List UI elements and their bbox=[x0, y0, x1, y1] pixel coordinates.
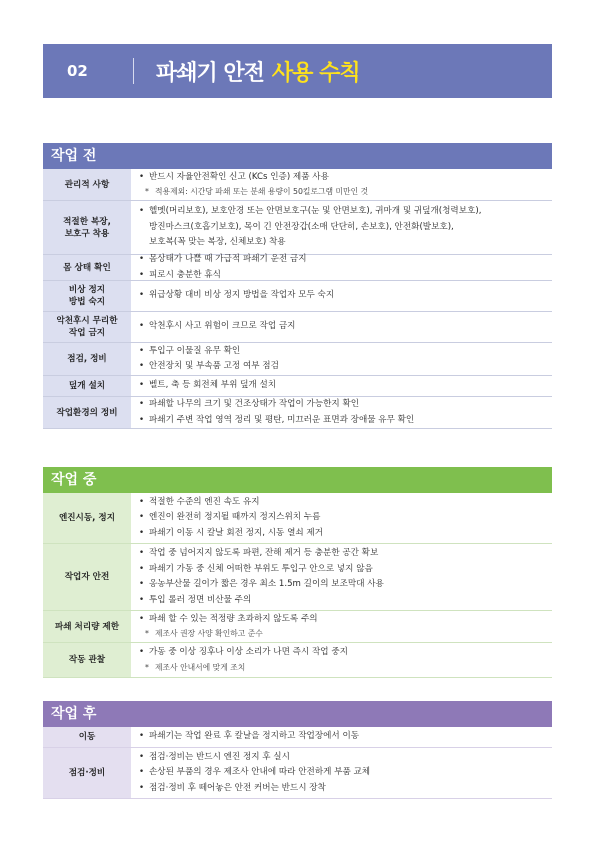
footnote-text: 적용제외: 시간당 파쇄 또는 분쇄 용량이 50킬로그램 미만인 것 bbox=[155, 187, 369, 197]
asterisk-icon: * bbox=[145, 662, 149, 672]
bullet-icon: • bbox=[139, 290, 145, 301]
bullet-item bbox=[139, 378, 552, 394]
bullet-item bbox=[139, 359, 552, 375]
row-content bbox=[131, 493, 552, 543]
footnote-text: 제조사 안내서에 맞게 조치 bbox=[155, 662, 246, 672]
bullet-icon: • bbox=[139, 254, 145, 264]
row-label: 덮개 설치 bbox=[43, 376, 131, 396]
table-row bbox=[43, 748, 552, 799]
bullet-text: 파쇄기 이동 시 칼날 회전 정지, 시동 열쇠 제거 bbox=[149, 527, 324, 538]
bullet-icon: • bbox=[139, 171, 145, 182]
bullet-item bbox=[139, 750, 552, 766]
table-row bbox=[43, 169, 552, 201]
bullet-item bbox=[139, 397, 552, 413]
asterisk-icon: * bbox=[145, 629, 149, 639]
bullet-text: 파쇄기는 작업 완료 후 칼날을 정지하고 작업장에서 이동 bbox=[149, 731, 360, 742]
bullet-text: 파쇄 할 수 있는 적정량 초과하지 않도록 주의 bbox=[149, 613, 318, 624]
bullet-text: 안전장치 및 부속품 고정 여부 점검 bbox=[149, 361, 279, 371]
table-row bbox=[43, 255, 552, 281]
banner-title-highlight: 사용 수칙 bbox=[271, 60, 360, 86]
bullet-text: 벨트, 축 등 회전체 부위 덮개 설치 bbox=[149, 380, 277, 391]
banner-divider bbox=[133, 58, 134, 84]
bullet-text: 악천후시 사고 위험이 크므로 작업 금지 bbox=[149, 321, 296, 332]
chapter-number: 02 bbox=[67, 62, 88, 80]
row-content bbox=[131, 169, 552, 200]
bullet-item bbox=[139, 546, 552, 562]
table-row bbox=[43, 727, 552, 748]
bullet-icon: • bbox=[139, 380, 145, 391]
footnote-text: 제조사 권장 사양 확인하고 준수 bbox=[155, 629, 263, 639]
bullet-text: 몸상태가 나쁠 때 가급적 파쇄기 운전 금지 bbox=[149, 254, 307, 264]
bullet-icon: • bbox=[139, 563, 145, 574]
row-label: 적절한 복장, 보호구 착용 bbox=[43, 201, 131, 254]
footnote-item bbox=[139, 627, 552, 641]
bullet-item bbox=[139, 268, 552, 284]
bullet-icon: • bbox=[139, 613, 145, 624]
section-after-work bbox=[43, 701, 552, 799]
table-row bbox=[43, 343, 552, 376]
bullet-icon: • bbox=[139, 594, 145, 605]
bullet-item bbox=[139, 495, 552, 511]
table-row bbox=[43, 312, 552, 343]
row-label: 엔진시동, 정지 bbox=[43, 493, 131, 543]
table-row bbox=[43, 544, 552, 611]
row-content bbox=[131, 376, 552, 396]
bullet-item bbox=[139, 562, 552, 578]
bullet-icon: • bbox=[139, 579, 145, 589]
row-label: 이동 bbox=[43, 727, 131, 747]
bullet-icon: • bbox=[139, 269, 145, 280]
row-label: 관리적 사항 bbox=[43, 169, 131, 200]
bullet-text: 손상된 부품의 경우 제조사 안내에 따라 안전하게 부품 교체 bbox=[149, 767, 371, 778]
bullet-icon: • bbox=[139, 496, 145, 507]
bullet-text: 위급상황 대비 비상 정지 방법을 작업자 모두 숙지 bbox=[149, 290, 335, 301]
bullet-icon: • bbox=[139, 345, 145, 356]
section-during-work bbox=[43, 467, 552, 678]
row-content bbox=[131, 611, 552, 642]
bullet-text: 엔진이 완전히 정지될 때까지 정지스위치 누름 bbox=[149, 512, 321, 523]
bullet-text: 파쇄할 나무의 크기 및 건조상태가 작업이 가능한지 확인 bbox=[149, 399, 360, 409]
table-row bbox=[43, 201, 552, 255]
bullet-icon: • bbox=[139, 321, 145, 332]
bullet-icon: • bbox=[139, 548, 145, 558]
section-before-work bbox=[43, 143, 552, 429]
bullet-icon: • bbox=[139, 527, 145, 538]
bullet-item bbox=[139, 252, 552, 268]
row-content bbox=[131, 281, 552, 311]
table-row bbox=[43, 376, 552, 397]
bullet-text: 점검·정비 후 떼어놓은 안전 커버는 반드시 장착 bbox=[149, 782, 326, 793]
bullet-icon: • bbox=[139, 414, 145, 425]
bullet-icon: • bbox=[139, 782, 145, 793]
table-row bbox=[43, 643, 552, 678]
bullet-text: 반드시 자율안전확인 신고 (KCs 인증) 제품 사용 bbox=[149, 171, 329, 182]
bullet-text: 적절한 수준의 엔진 속도 유지 bbox=[149, 496, 260, 507]
section-title: 작업 전 bbox=[43, 143, 552, 169]
table-row bbox=[43, 397, 552, 429]
row-label: 작동 관찰 bbox=[43, 643, 131, 677]
row-label: 몸 상태 확인 bbox=[43, 255, 131, 280]
asterisk-icon: * bbox=[145, 187, 149, 197]
row-label: 작업자 안전 bbox=[43, 544, 131, 610]
bullet-icon: • bbox=[139, 647, 145, 658]
bullet-item bbox=[139, 319, 552, 335]
bullet-text: 파쇄기 가동 중 신체 어떠한 부위도 투입구 안으로 넣지 않음 bbox=[149, 563, 373, 574]
footnote-item bbox=[139, 661, 552, 675]
row-content bbox=[131, 312, 552, 342]
bullet-item bbox=[139, 510, 552, 526]
bullet-text: 피로시 충분한 휴식 bbox=[149, 269, 221, 280]
bullet-text: 옹농부산물 길이가 짧은 경우 최소 1.5m 길이의 보조막대 사용 bbox=[149, 579, 384, 589]
bullet-item bbox=[139, 204, 552, 251]
bullet-icon: • bbox=[139, 206, 145, 217]
bullet-text: 점검·정비는 반드시 엔진 정지 후 실시 bbox=[149, 751, 290, 762]
row-content bbox=[131, 748, 552, 798]
row-label: 파쇄 처리량 제한 bbox=[43, 611, 131, 642]
bullet-item bbox=[139, 729, 552, 745]
bullet-icon: • bbox=[139, 361, 145, 371]
bullet-item bbox=[139, 765, 552, 781]
bullet-item bbox=[139, 645, 552, 661]
bullet-text: 투입구 이물질 유무 확인 bbox=[149, 345, 241, 356]
bullet-icon: • bbox=[139, 512, 145, 523]
bullet-icon: • bbox=[139, 767, 145, 778]
row-content bbox=[131, 201, 552, 254]
row-content bbox=[131, 255, 552, 280]
row-label: 비상 정지 방법 숙지 bbox=[43, 281, 131, 311]
bullet-text: 파쇄기 주변 작업 영역 정리 및 평탄, 미끄러운 표면과 장애물 유무 확인 bbox=[149, 414, 415, 425]
row-label: 점검·정비 bbox=[43, 748, 131, 798]
bullet-item bbox=[139, 344, 552, 360]
row-content bbox=[131, 643, 552, 677]
bullet-text: 투입 롤러 정면 비산물 주의 bbox=[149, 594, 252, 605]
bullet-item bbox=[139, 612, 552, 628]
bullet-item bbox=[139, 288, 552, 304]
bullet-item bbox=[139, 593, 552, 609]
table-row bbox=[43, 493, 552, 544]
page-banner bbox=[43, 44, 552, 98]
section-title: 작업 후 bbox=[43, 701, 552, 727]
bullet-text: 작업 중 넘어지지 않도록 파편, 잔해 제거 등 충분한 공간 확보 bbox=[149, 548, 379, 558]
bullet-text: 헬멧(머리보호), 보호안경 또는 안면보호구(눈 및 안면보호), 귀마개 및 귀덮개(청력보호), 방진마스크(호흡기보호), 목이 긴 안전장갑(소매 단단히, 손보호), 안전화(발보호), 보호복(꼭 맞는 복장, 신체보호) 착용 bbox=[149, 206, 482, 248]
bullet-item bbox=[139, 781, 552, 797]
bullet-item bbox=[139, 577, 552, 593]
row-content bbox=[131, 343, 552, 375]
row-content bbox=[131, 727, 552, 747]
row-content bbox=[131, 544, 552, 610]
row-content bbox=[131, 397, 552, 428]
table-row bbox=[43, 611, 552, 643]
bullet-item bbox=[139, 526, 552, 542]
table-row bbox=[43, 281, 552, 312]
row-label: 점검, 정비 bbox=[43, 343, 131, 375]
bullet-icon: • bbox=[139, 731, 145, 742]
footnote-item bbox=[139, 185, 552, 199]
bullet-icon: • bbox=[139, 751, 145, 762]
bullet-item bbox=[139, 413, 552, 429]
section-title: 작업 중 bbox=[43, 467, 552, 493]
banner-title: 파쇄기 안전 bbox=[156, 60, 264, 86]
bullet-icon: • bbox=[139, 399, 145, 409]
bullet-text: 가동 중 이상 징후나 이상 소리가 나면 즉시 작업 중지 bbox=[149, 647, 348, 658]
bullet-item bbox=[139, 170, 552, 186]
row-label: 작업환경의 정비 bbox=[43, 397, 131, 428]
row-label: 악천후시 무리한 작업 금지 bbox=[43, 312, 131, 342]
